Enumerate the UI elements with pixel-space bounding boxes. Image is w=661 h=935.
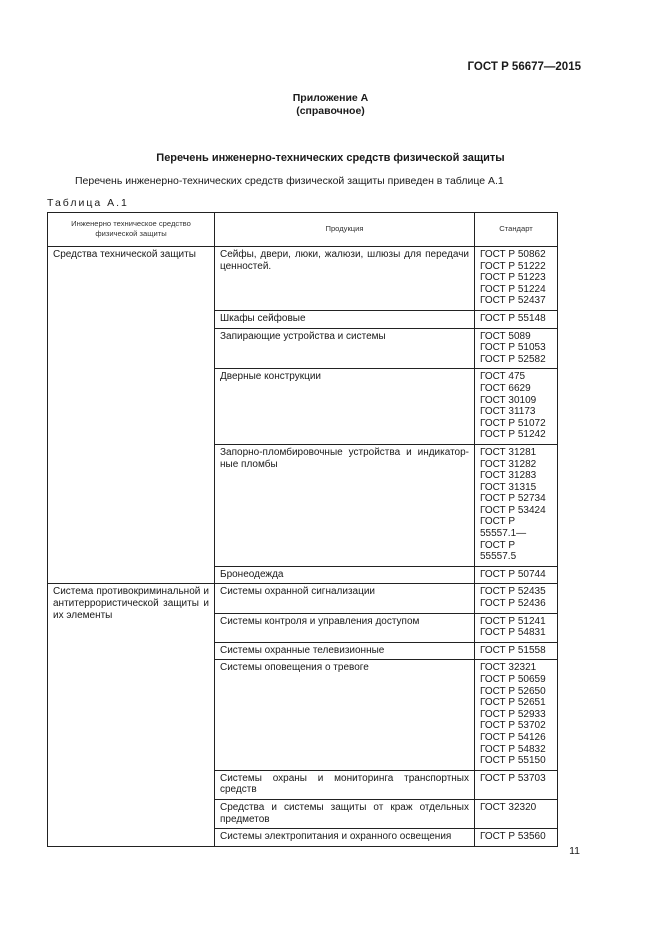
product-cell: Системы оповещения о тревоге: [215, 660, 475, 770]
standard-item: ГОСТ Р 53703: [480, 772, 546, 784]
standard-item: ГОСТ Р 54832: [480, 743, 546, 755]
standard-item: ГОСТ Р 50862: [480, 249, 546, 260]
standard-item: ГОСТ Р 53702: [480, 720, 546, 732]
standard-item: ГОСТ Р 51222: [480, 260, 546, 272]
product-cell: Системы контроля и управления доступом: [215, 613, 475, 642]
section-title: Перечень инженерно-технических средств физической защиты: [156, 152, 505, 164]
standard-item: ГОСТ 475: [480, 371, 526, 383]
standard-item: ГОСТ 30109: [480, 394, 537, 406]
product-cell: Сейфы, двери, люки, жалюзи, шлюзы для передачи ценностей.: [215, 247, 475, 311]
standard-item: ГОСТ Р 52933: [480, 708, 546, 720]
standards-cell: [475, 584, 558, 613]
table-header-row: [48, 213, 558, 247]
standards-cell: [475, 247, 558, 311]
appendix-subtitle: (справочное): [296, 105, 365, 117]
standard-item: ГОСТ Р 51558: [480, 644, 546, 656]
standard-item: ГОСТ 31283: [480, 470, 537, 482]
standard-item: ГОСТ Р 51242: [480, 429, 546, 441]
standard-item: ГОСТ Р 50744: [480, 568, 546, 580]
header-means: Инженерно техническое средство физической защиты: [48, 213, 215, 247]
standard-item: ГОСТ 31282: [480, 458, 537, 470]
product-cell: Запирающие устройства и системы: [215, 328, 475, 369]
standard-item: ГОСТ 6629: [480, 382, 531, 394]
group-name-cell: Средства технической защиты: [48, 247, 215, 584]
standard-item: ГОСТ 31315: [480, 481, 537, 493]
standards-table: [47, 212, 558, 847]
table-row: [48, 584, 558, 613]
standards-cell: [475, 310, 558, 328]
product-cell: Шкафы сейфовые: [215, 310, 475, 328]
standard-item: ГОСТ Р 54126: [480, 731, 546, 743]
product-cell: Системы электропитания и охранного освещения: [215, 829, 475, 847]
standards-cell: [475, 642, 558, 660]
standard-item: ГОСТ Р 52734: [480, 493, 546, 505]
standard-item: ГОСТ Р 55557.5: [480, 539, 517, 563]
product-cell: Дверные конструкции: [215, 369, 475, 445]
standard-item: ГОСТ Р 55148: [480, 312, 546, 324]
standard-item: ГОСТ Р 51223: [480, 272, 546, 284]
table-caption: Таблица А.1: [47, 197, 129, 209]
page-number: 11: [569, 845, 580, 857]
standard-item: ГОСТ Р 52436: [480, 598, 546, 610]
header-product: Продукция: [215, 213, 475, 247]
product-cell: Системы охраны и мониторинга транспортных средств: [215, 770, 475, 799]
standard-item: ГОСТ Р 51224: [480, 283, 546, 295]
standard-item: ГОСТ Р 50659: [480, 674, 546, 685]
standards-cell: [475, 444, 558, 566]
standard-item: ГОСТ Р 55150: [480, 755, 546, 767]
standard-item: ГОСТ Р 51053: [480, 342, 546, 354]
appendix-heading: [0, 92, 661, 118]
standards-cell: [475, 369, 558, 445]
product-cell: Запорно-пломбировочные устройства и индикатор-ные пломбы: [215, 444, 475, 566]
header-standard: Стандарт: [475, 213, 558, 247]
standard-item: ГОСТ Р 52650: [480, 685, 546, 697]
standard-item: ГОСТ 31281: [480, 446, 537, 458]
standard-item: ГОСТ Р 53560: [480, 831, 546, 843]
product-cell: Бронеодежда: [215, 566, 475, 584]
standard-item: ГОСТ Р 55557.1—: [480, 516, 527, 540]
standards-cell: [475, 770, 558, 799]
table-row: [48, 247, 558, 311]
table-body: [48, 247, 558, 847]
standard-item: ГОСТ Р 52651: [480, 697, 546, 709]
standards-cell: [475, 566, 558, 584]
standards-cell: [475, 799, 558, 828]
standard-item: ГОСТ 32321: [480, 662, 537, 674]
standard-item: ГОСТ Р 51072: [480, 417, 546, 429]
standard-item: ГОСТ Р 51241: [480, 615, 546, 627]
product-cell: Средства и системы защиты от краж отдельных предметов: [215, 799, 475, 828]
standards-cell: [475, 328, 558, 369]
standard-item: ГОСТ 31173: [480, 406, 536, 418]
standard-item: ГОСТ 32320: [480, 801, 537, 813]
product-cell: Системы охранные телевизионные: [215, 642, 475, 660]
standard-item: ГОСТ Р 53424: [480, 504, 546, 516]
standard-item: ГОСТ Р 52582: [480, 353, 546, 365]
standard-item: ГОСТ Р 52435: [480, 586, 546, 598]
standard-item: ГОСТ 5089: [480, 330, 531, 342]
standard-item: ГОСТ Р 54831: [480, 627, 546, 639]
product-cell: Системы охранной сигнализации: [215, 584, 475, 613]
intro-paragraph: Перечень инженерно-технических средств физической защиты приведен в таблице А.1: [75, 175, 504, 187]
standards-cell: [475, 613, 558, 642]
standards-cell: [475, 829, 558, 847]
document-code: ГОСТ Р 56677—2015: [467, 61, 581, 73]
appendix-title: Приложение А: [292, 92, 369, 104]
group-name-cell: Система противокриминальной и антитеррористической защиты и их элементы: [48, 584, 215, 846]
standard-item: ГОСТ Р 52437: [480, 295, 546, 307]
standards-cell: [475, 660, 558, 770]
